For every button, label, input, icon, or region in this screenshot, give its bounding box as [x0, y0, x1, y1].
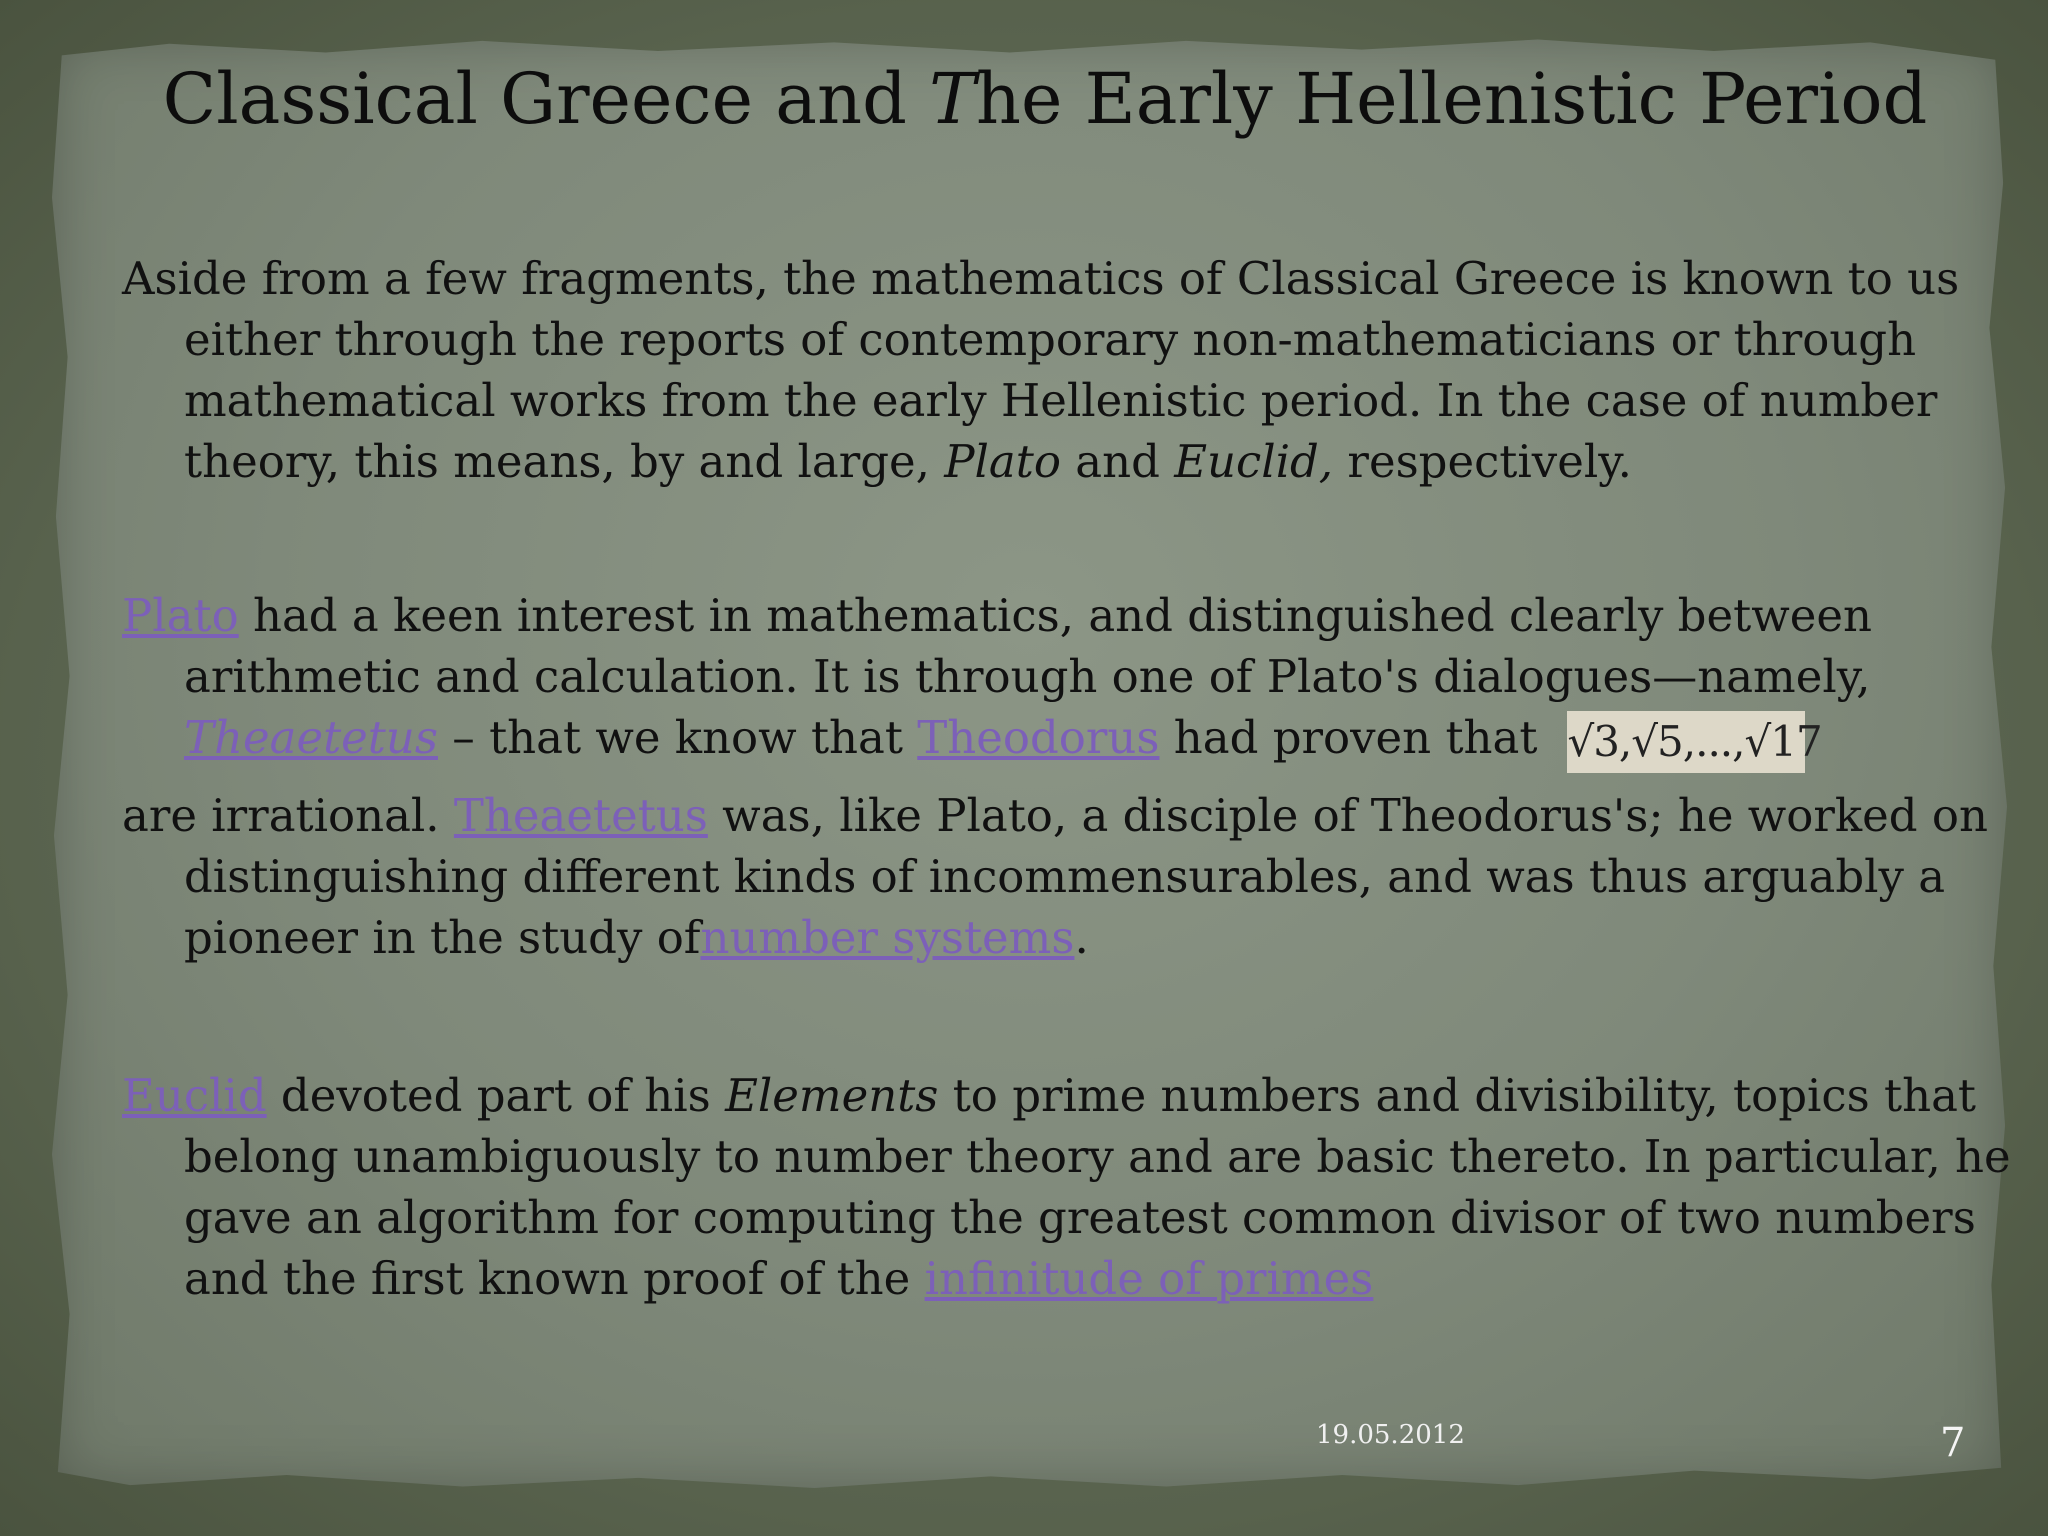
- paragraph-text: to prime numbers and divisibility, topics that belong unambiguously to number theory and are basic thereto. In particular, he gave an algorithm for computing the greatest common divisor of two numbers and the first known proof of the: [184, 1069, 2011, 1305]
- elements-emphasis: Elements: [725, 1069, 939, 1122]
- plato-emphasis: Plato: [944, 435, 1061, 488]
- link-theaetetus[interactable]: Theaetetus: [453, 789, 708, 842]
- square-roots-formula-image: √3,√5,...,√17: [1567, 711, 1805, 773]
- paragraph-theaetetus: [122, 785, 2014, 968]
- link-theodorus[interactable]: Theodorus: [917, 711, 1160, 764]
- link-plato[interactable]: Plato: [122, 589, 239, 642]
- paragraph-text: had a keen interest in mathematics, and distinguished clearly between arithmetic and calculation. It is through one of Plato's dialogues—namely,: [184, 589, 1872, 703]
- link-theaetetus-dialogue[interactable]: Theaetetus: [184, 711, 438, 764]
- slide-page-number: 7: [1940, 1420, 1966, 1466]
- paragraph-text: was, like Plato, a disciple of Theodorus's; he worked on distinguishing different kinds of incommensurables, and was thus arguably a pioneer in the study of: [184, 789, 1988, 964]
- slide-title: [0, 58, 2048, 140]
- paragraph-text: and: [1060, 435, 1175, 488]
- paragraph-text: – that we know that: [437, 711, 918, 764]
- paragraph-text: respectively.: [1333, 435, 1632, 488]
- paragraph-euclid: [122, 1065, 2014, 1309]
- title-text: Classical Greece and: [162, 58, 930, 140]
- paragraph-plato: [122, 585, 1944, 773]
- paragraph-text: Aside from a few fragments, the mathematics of Classical Greece is known to us either through the reports of contemporary non-mathematicians or through mathematical works from the early Hellenistic period. In the case of number theory, this means, by and large,: [122, 252, 1960, 488]
- paragraph-text: devoted part of his: [266, 1069, 726, 1122]
- link-infinitude-of-primes[interactable]: infinitude of primes: [924, 1252, 1374, 1305]
- paragraph-sources: [122, 248, 2014, 492]
- paragraph-text: had proven that: [1159, 711, 1538, 764]
- paragraph-text: are irrational.: [122, 789, 454, 842]
- paragraph-text: .: [1074, 911, 1089, 964]
- link-number-systems[interactable]: number systems: [700, 911, 1075, 964]
- title-italic-letter: T: [929, 58, 976, 140]
- title-text-rest: he Early Hellenistic Period: [975, 58, 1928, 140]
- slide-date: 19.05.2012: [1316, 1420, 1465, 1450]
- euclid-emphasis: Euclid,: [1174, 435, 1334, 488]
- link-euclid[interactable]: Euclid: [122, 1069, 267, 1122]
